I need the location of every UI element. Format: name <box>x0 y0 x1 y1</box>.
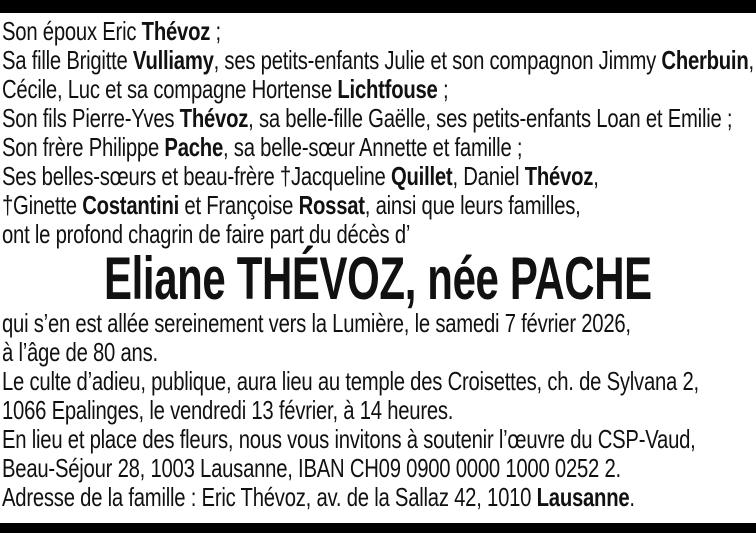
text-segment: , ses petits-enfants Julie et son compagnon Jimmy <box>213 45 662 75</box>
notice-content <box>2 13 754 512</box>
text-segment: et Françoise <box>178 190 299 220</box>
notice-line <box>2 17 589 46</box>
text-segment: , <box>593 161 599 191</box>
notice-line <box>2 75 589 104</box>
text-segment: †Ginette <box>2 190 83 220</box>
notice-line <box>2 191 589 220</box>
text-segment: Lausanne <box>536 482 630 512</box>
text-segment: Lichtfouse <box>337 74 438 104</box>
notice-line <box>2 453 621 483</box>
text-segment: , sa belle-sœur Annette et famille ; <box>222 132 523 162</box>
text-segment: Adresse de la famille : Eric Thévoz, av. de la Sallaz 42, 1010 <box>2 482 537 512</box>
notice-line <box>2 308 631 338</box>
family-lines <box>2 17 754 249</box>
bottom-border-bar <box>0 523 756 533</box>
text-segment: Thévoz <box>141 16 211 46</box>
text-segment: Pache <box>164 132 223 162</box>
notice-line <box>2 161 599 191</box>
text-segment: En lieu et place des fleurs, nous vous invitons à soutenir l’œuvre du CSP-Vaud, <box>2 424 696 454</box>
notice-line <box>2 133 589 162</box>
text-segment: ont le profond chagrin de faire part du décès d’ <box>2 219 411 249</box>
text-segment: , <box>748 45 754 75</box>
text-segment: Rossat <box>298 190 365 220</box>
text-segment: Cherbuin <box>661 45 749 75</box>
text-segment: 1066 Epalinges, le vendredi 13 février, à 14 heures. <box>2 395 454 425</box>
deceased-name-title: Eliane THÉVOZ, née PACHE <box>104 245 652 312</box>
text-segment: Vulliamy <box>132 45 214 75</box>
notice-line <box>2 396 589 425</box>
text-segment: ; <box>210 16 221 46</box>
text-segment: . <box>629 482 635 512</box>
text-segment: Son frère Philippe <box>2 132 165 162</box>
text-segment: Sa fille Brigitte <box>2 45 133 75</box>
text-segment: Ses belles-sœurs et beau-frère †Jacqueline <box>2 161 391 191</box>
text-segment: , ainsi que leurs familles, <box>364 190 581 220</box>
text-segment: Thévoz <box>179 103 249 133</box>
text-segment: Son époux Eric <box>2 16 142 46</box>
text-segment: Quillet <box>390 161 453 191</box>
text-segment: Cécile, Luc et sa compagne Hortense <box>2 74 338 104</box>
deceased-name-row <box>2 245 754 312</box>
top-border-bar <box>0 0 756 13</box>
text-segment: à l’âge de 80 ans. <box>2 337 158 367</box>
text-segment: Son fils Pierre-Yves <box>2 103 180 133</box>
text-segment: , Daniel <box>452 161 525 191</box>
notice-line <box>2 424 696 454</box>
notice-line <box>2 45 754 75</box>
text-segment: qui s’en est allée sereinement vers la Lumière, le samedi 7 février 2026, <box>2 308 631 338</box>
notice-line <box>2 103 733 133</box>
notice-line <box>2 366 699 396</box>
text-segment: , sa belle-fille Gaëlle, ses petits-enfants Loan et Emilie ; <box>248 103 733 133</box>
notice-line <box>2 338 589 367</box>
text-segment: Le culte d’adieu, publique, aura lieu au temple des Croisettes, ch. de Sylvana 2, <box>2 366 699 396</box>
notice-line <box>2 482 635 512</box>
text-segment: ; <box>437 74 449 104</box>
text-segment: Beau-Séjour 28, 1003 Lausanne, IBAN CH09 0900 0000 1000 0252 2. <box>2 453 621 483</box>
details-lines <box>2 309 754 512</box>
text-segment: Thévoz <box>524 161 594 191</box>
text-segment: Costantini <box>82 190 179 220</box>
